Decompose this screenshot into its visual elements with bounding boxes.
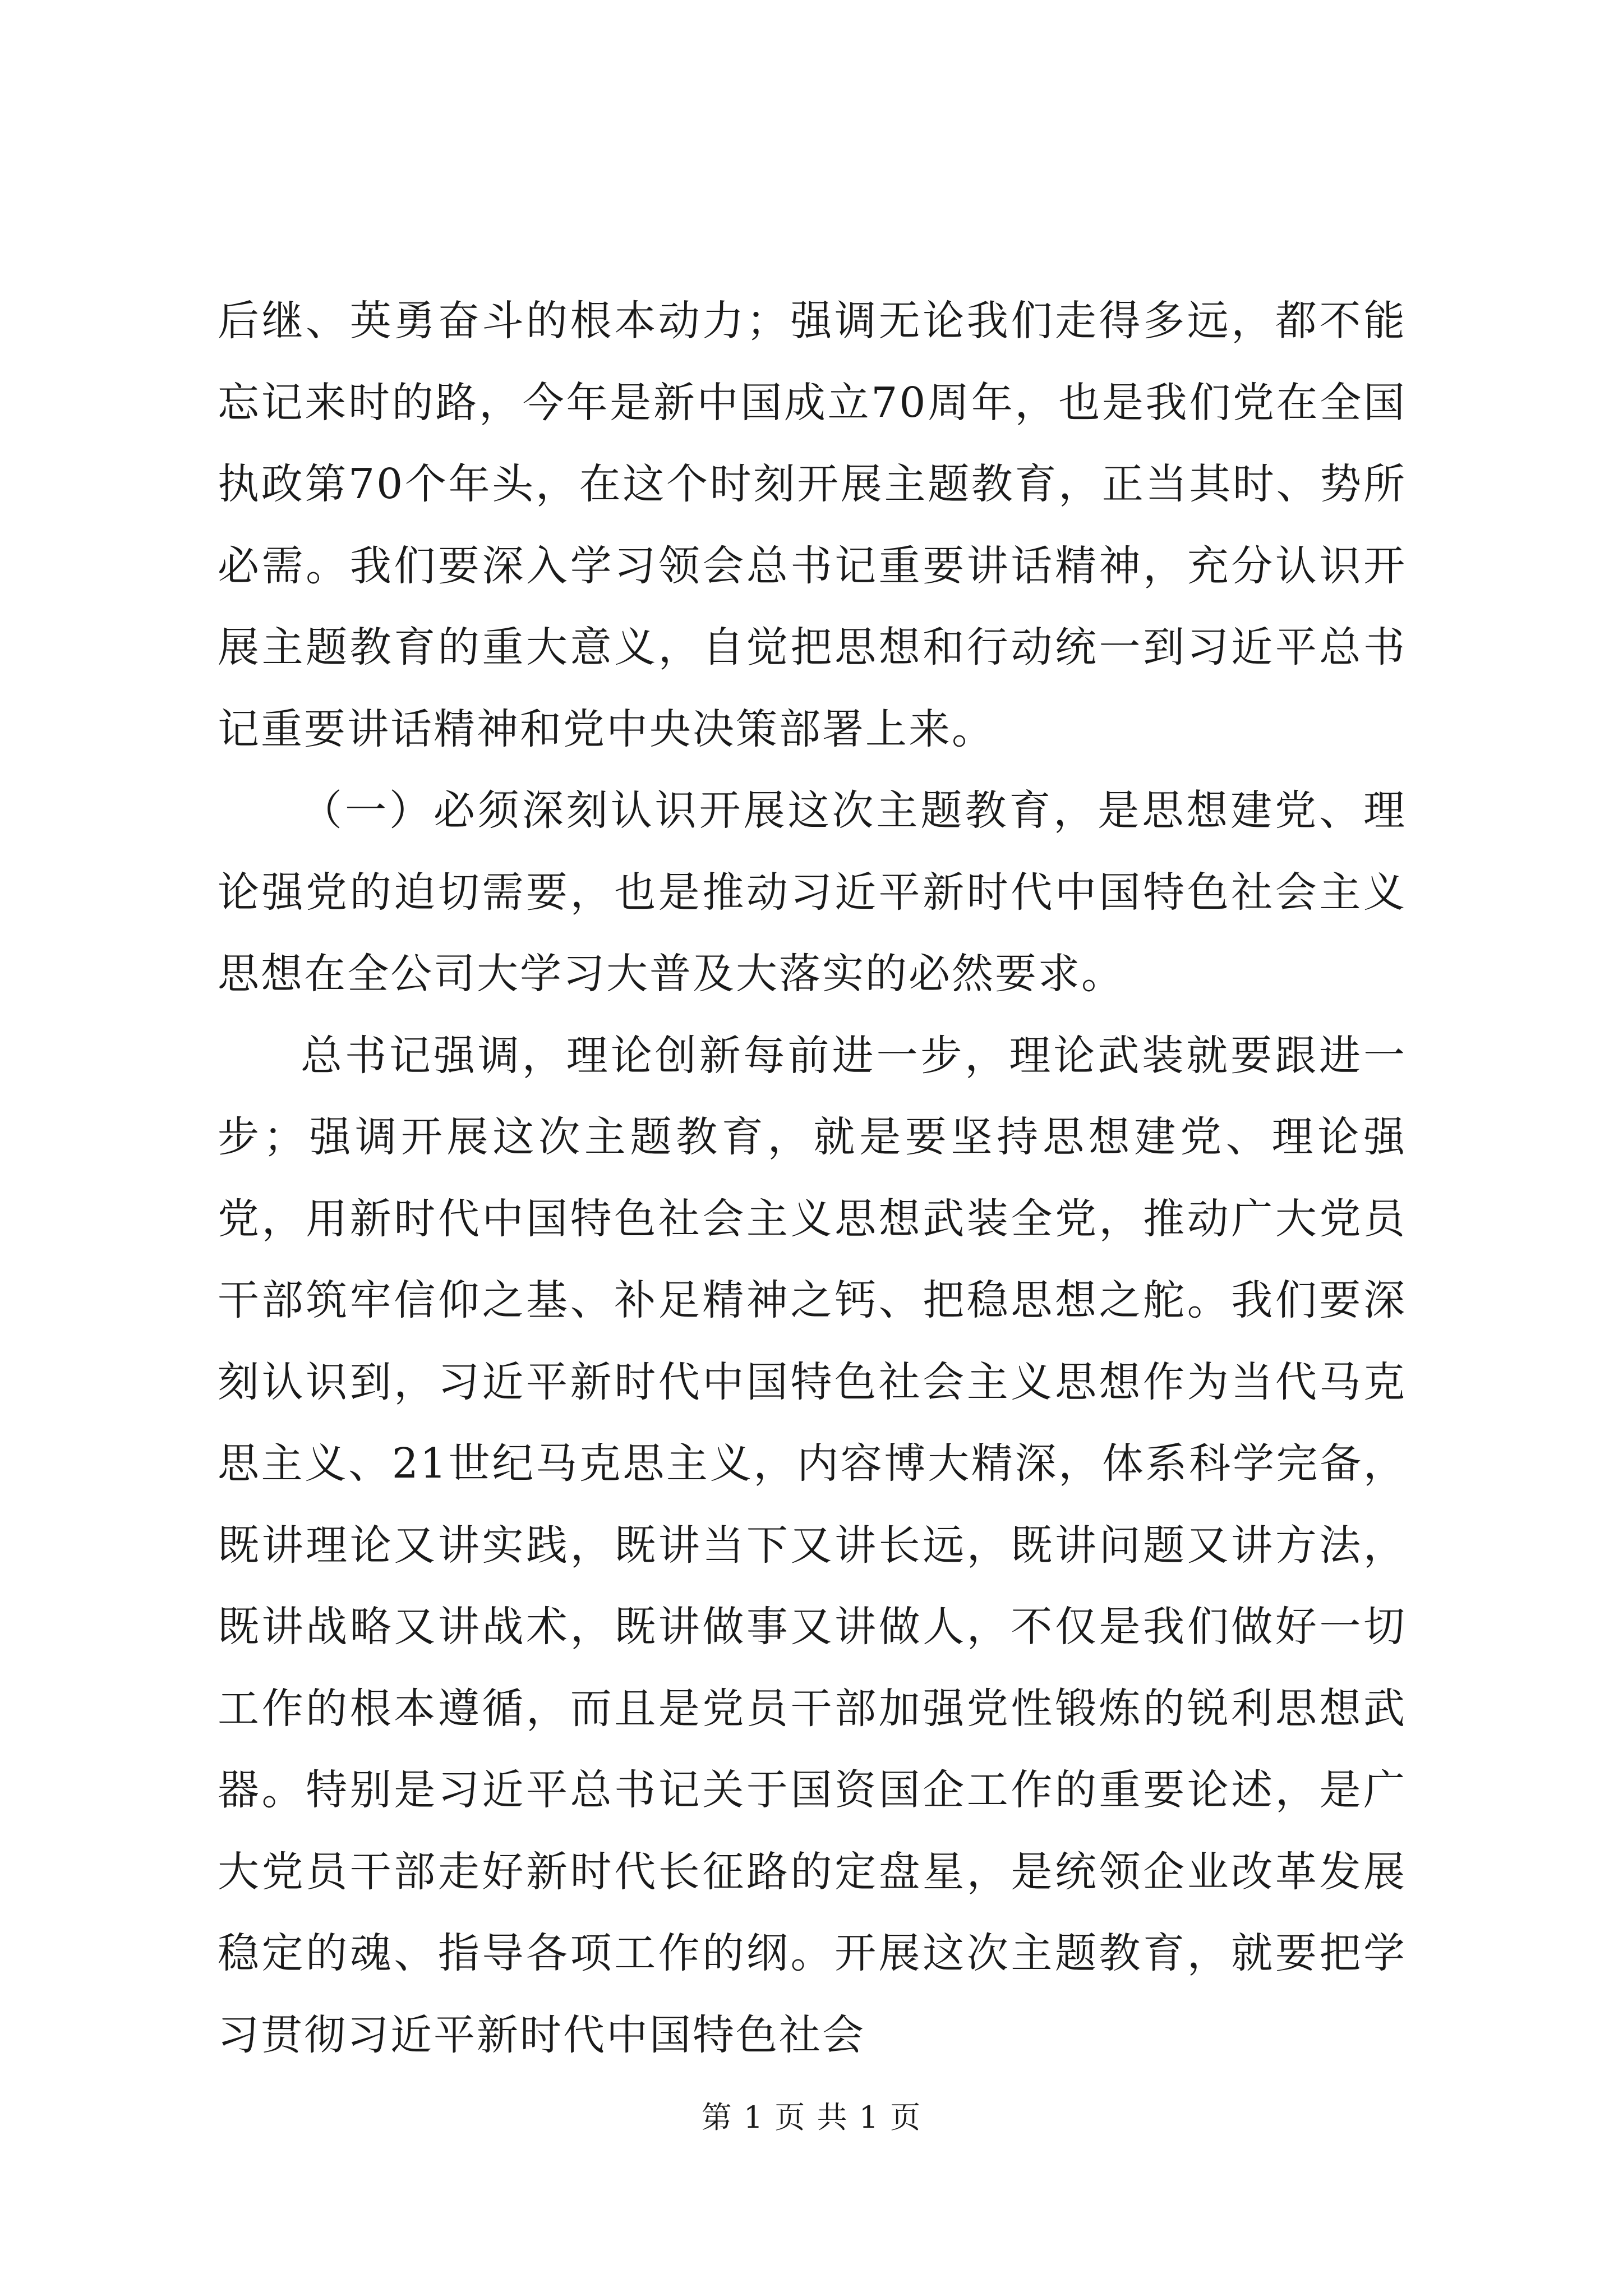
paragraph-1: 后继、英勇奋斗的根本动力；强调无论我们走得多远，都不能忘记来时的路，今年是新中国成立70周年，也是我们党在全国执政第70个年头，在这个时刻开展主题教育，正当其时、势所必需。我们要深入学习领会总书记重要讲话精神，充分认识开展主题教育的重大意义，自觉把思想和行动统一到习近平总书记重要讲话精神和党中央决策部署上来。 (218, 297, 1407, 753)
paragraph-2-heading: （一）必须深刻认识开展这次主题教育，是思想建党、理论强党的迫切需要，也是推动习近平新时代中国特色社会主义思想在全公司大学习大普及大落实的必然要求。 (218, 786, 1407, 998)
page-footer: 第 1 页 共 1 页 (701, 2100, 922, 2135)
document-body (218, 280, 1407, 2076)
paragraph-3: 总书记强调，理论创新每前进一步，理论武装就要跟进一步；强调开展这次主题教育，就是要坚持思想建党、理论强党，用新时代中国特色社会主义思想武装全党，推动广大党员干部筑牢信仰之基、补足精神之钙、把稳思想之舵。我们要深刻认识到，习近平新时代中国特色社会主义思想作为当代马克思主义、21世纪马克思主义，内容博大精深，体系科学完备，既讲理论又讲实践，既讲当下又讲长远，既讲问题又讲方法，既讲战略又讲战术，既讲做事又讲做人，不仅是我们做好一切工作的根本遵循，而且是党员干部加强党性锻炼的锐利思想武器。特别是习近平总书记关于国资国企工作的重要论述，是广大党员干部走好新时代长征路的定盘星，是统领企业改革发展稳定的魂、指导各项工作的纲。开展这次主题教育，就要把学习贯彻习近平新时代中国特色社会 (218, 1031, 1407, 2059)
